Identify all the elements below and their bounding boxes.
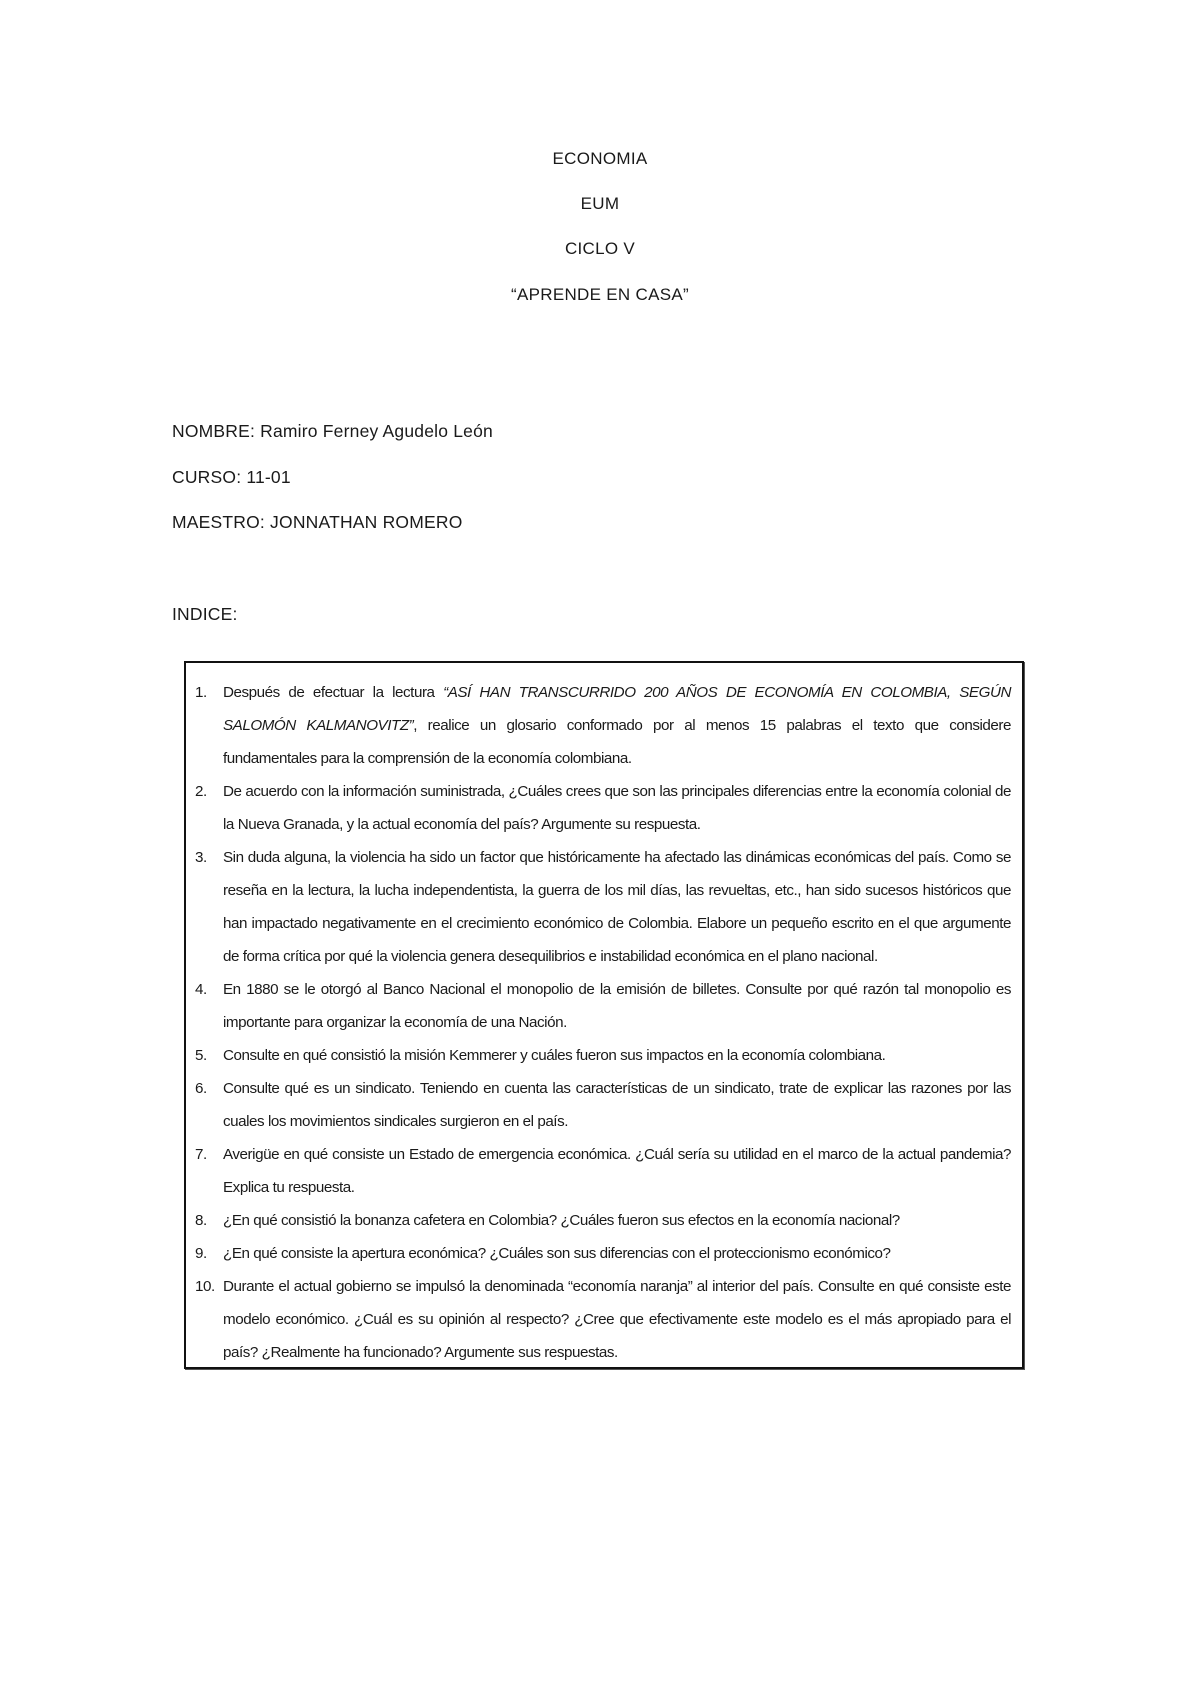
task-number: 6.	[195, 1080, 207, 1097]
task-text: Sin duda alguna, la violencia ha sido un factor que históricamente ha afectado las dinámicas económicas del país. Como se reseña en la lectura, la lucha independentista, la guerra de los mil días, las revueltas, etc., han sido sucesos históricos que han impactado negativamente en el crecimiento económico de Colombia. Elabore un pequeño escrito en el que argumente de forma crítica por qué la violencia genera desequilibrios e instabilidad económica en el plano nacional.	[223, 849, 1011, 965]
task-item-2	[186, 775, 1022, 841]
task-text: Averigüe en qué consiste un Estado de emergencia económica. ¿Cuál sería su utilidad en el marco de la actual pandemia? Explica tu respuesta.	[223, 1146, 1011, 1196]
task-number: 10.	[195, 1278, 215, 1295]
task-text: ¿En qué consistió la bonanza cafetera en Colombia? ¿Cuáles fueron sus efectos en la economía nacional?	[223, 1212, 900, 1229]
task-text: Consulte en qué consistió la misión Kemmerer y cuáles fueron sus impactos en la economía colombiana.	[223, 1047, 886, 1064]
task-list-box	[184, 661, 1024, 1369]
task-text: ¿En qué consiste la apertura económica? ¿Cuáles son sus diferencias con el proteccionismo económico?	[223, 1245, 891, 1262]
task-text	[223, 684, 1011, 767]
task-number: 7.	[195, 1146, 207, 1163]
task-number: 9.	[195, 1245, 207, 1262]
student-name: NOMBRE: Ramiro Ferney Agudelo León	[172, 421, 493, 441]
index-label: INDICE:	[172, 604, 238, 624]
task-number: 5.	[195, 1047, 207, 1064]
task-text-part: Después de efectuar la lectura	[223, 684, 444, 701]
task-item-6	[186, 1072, 1022, 1138]
task-number: 8.	[195, 1212, 207, 1229]
task-item-3	[186, 841, 1022, 973]
task-text-part: , realice un glosario conformado por al menos 15 palabras el texto que considere fundamentales para la comprensión de la economía colombiana.	[223, 717, 1011, 767]
task-item-10	[186, 1270, 1022, 1369]
subject-title: ECONOMIA	[552, 149, 648, 168]
task-item-1	[186, 676, 1022, 775]
task-item-5	[186, 1039, 1022, 1072]
task-list	[186, 676, 1022, 1369]
institution-title: EUM	[580, 194, 620, 213]
task-text: Consulte qué es un sindicato. Teniendo en cuenta las características de un sindicato, trate de explicar las razones por las cuales los movimientos sindicales surgieron en el país.	[223, 1080, 1011, 1130]
task-number: 3.	[195, 849, 207, 866]
task-number: 4.	[195, 981, 207, 998]
task-number: 1.	[195, 684, 207, 701]
program-title: “APRENDE EN CASA”	[511, 285, 689, 304]
task-number: 2.	[195, 783, 207, 800]
cycle-title: CICLO V	[564, 239, 636, 258]
task-item-4	[186, 973, 1022, 1039]
task-text: En 1880 se le otorgó al Banco Nacional el monopolio de la emisión de billetes. Consulte por qué razón tal monopolio es importante para organizar la economía de una Nación.	[223, 981, 1011, 1031]
task-item-9	[186, 1237, 1022, 1270]
task-item-8	[186, 1204, 1022, 1237]
task-item-7	[186, 1138, 1022, 1204]
teacher-name: MAESTRO: JONNATHAN ROMERO	[172, 512, 463, 532]
reading-title: “ASÍ HAN TRANSCURRIDO 200 AÑOS DE ECONOMÍA EN COLOMBIA, SEGÚN SALOMÓN KALMANOVITZ”	[223, 684, 1011, 734]
task-text: De acuerdo con la información suministrada, ¿Cuáles crees que son las principales diferencias entre la economía colonial de la Nueva Granada, y la actual economía del país? Argumente su respuesta.	[223, 783, 1011, 833]
student-course: CURSO: 11-01	[172, 467, 291, 487]
task-text: Durante el actual gobierno se impulsó la denominada “economía naranja” al interior del país. Consulte en qué consiste este modelo económico. ¿Cuál es su opinión al respecto? ¿Cree que efectivamente este modelo es el más apropiado para el país? ¿Realmente ha funcionado? Argumente sus respuestas.	[223, 1278, 1011, 1361]
